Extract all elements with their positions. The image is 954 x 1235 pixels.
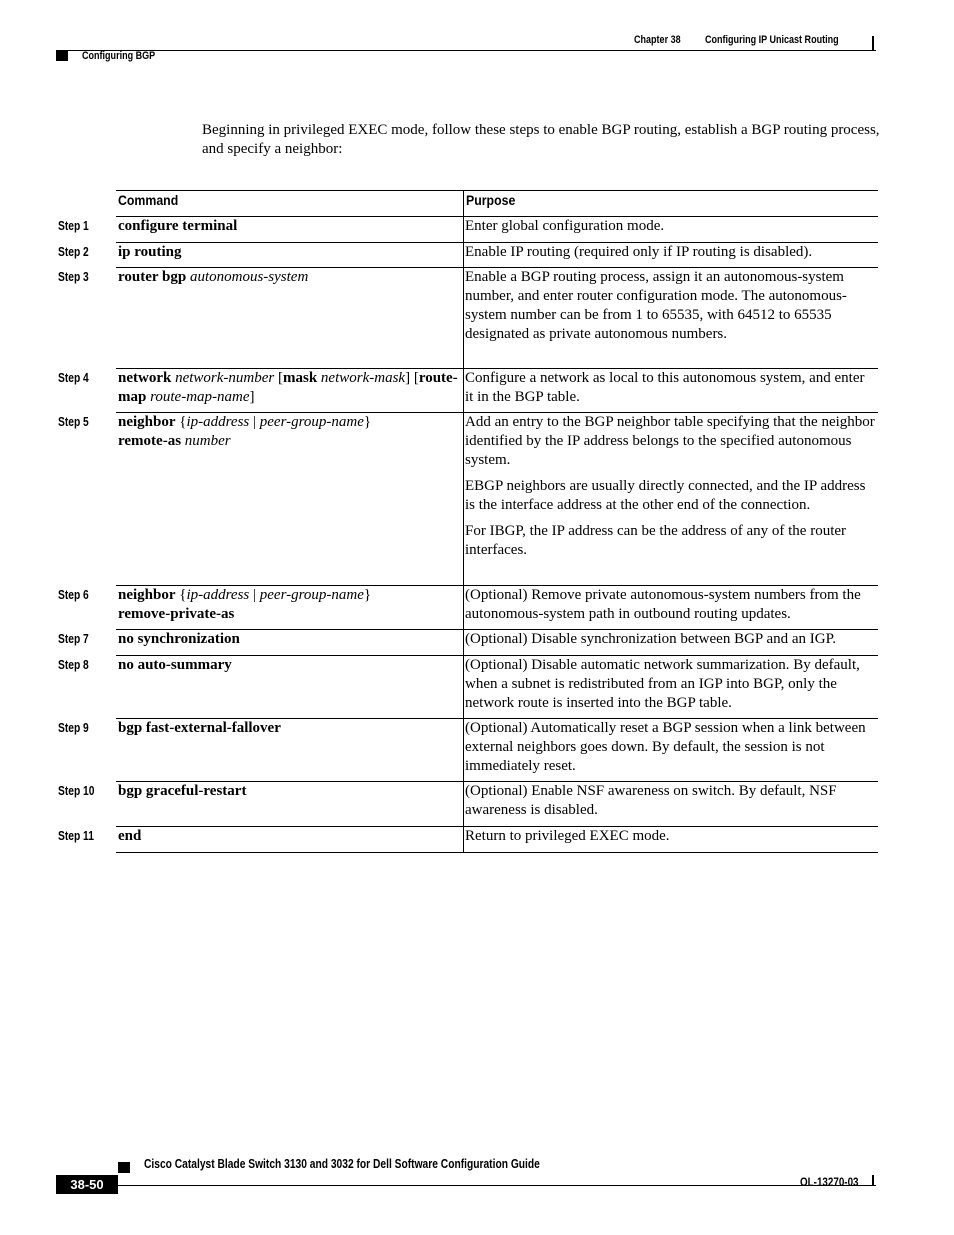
command-argument: network-mask <box>320 370 406 386</box>
command-keyword: bgp fast-external-fallover <box>118 720 281 736</box>
command-keyword: network <box>118 370 172 386</box>
purpose-cell <box>465 586 875 631</box>
purpose-text: Add an entry to the BGP neighbor table specifying that the neighbor identified by the IP address belongs to the specified autonomous system. <box>465 414 875 468</box>
command-keyword: route-map <box>118 370 458 405</box>
command-syntax: | <box>249 587 260 603</box>
step-label: Step 3 <box>58 270 89 284</box>
command-keyword: neighbor <box>118 414 176 430</box>
purpose-text: (Optional) Disable automatic network summarization. By default, when a subnet is redistributed from an IGP into BGP, only the network route is inserted into the BGP table. <box>465 657 860 711</box>
command-argument: network-number <box>175 370 275 386</box>
footer-guide-title: Cisco Catalyst Blade Switch 3130 and 3032 for Dell Software Configuration Guide <box>144 1157 540 1171</box>
command-syntax: } <box>363 414 372 430</box>
purpose-text: Return to privileged EXEC mode. <box>465 828 670 844</box>
column-header-command: Command <box>118 192 179 208</box>
footer-marker-square <box>118 1162 130 1173</box>
purpose-cell <box>465 782 875 827</box>
command-cell <box>118 782 458 801</box>
command-cell <box>118 719 458 738</box>
purpose-text: (Optional) Remove private autonomous-system numbers from the autonomous-system path in outbound routing updates. <box>465 587 861 622</box>
footer-rule-vertical-bar <box>872 1175 874 1186</box>
purpose-cell <box>465 268 875 351</box>
purpose-cell <box>465 827 875 853</box>
command-keyword: ip routing <box>118 244 182 260</box>
command-syntax: { <box>175 414 187 430</box>
step-label: Step 6 <box>58 588 89 602</box>
purpose-text: (Optional) Enable NSF awareness on switch. By default, NSF awareness is disabled. <box>465 783 837 818</box>
header-rule <box>56 50 876 51</box>
step-label: Step 4 <box>58 371 89 385</box>
command-keyword: remove-private-as <box>118 606 235 622</box>
command-cell <box>118 827 458 846</box>
purpose-cell <box>465 217 875 243</box>
command-cell <box>118 586 458 624</box>
command-argument: route-map-name <box>150 389 250 405</box>
command-keyword: no auto-summary <box>118 657 232 673</box>
purpose-cell <box>465 243 875 269</box>
command-cell <box>118 413 458 451</box>
step-label: Step 7 <box>58 632 89 646</box>
purpose-text: Configure a network as local to this autonomous system, and enter it in the BGP table. <box>465 370 865 405</box>
purpose-text: Enable IP routing (required only if IP routing is disabled). <box>465 244 813 260</box>
purpose-cell <box>465 719 875 783</box>
command-cell <box>118 268 458 287</box>
header-chapter-title: Configuring IP Unicast Routing <box>705 34 839 46</box>
column-divider <box>463 190 464 852</box>
table-rule <box>116 852 878 853</box>
step-label: Step 2 <box>58 245 89 259</box>
command-keyword: end <box>118 828 142 844</box>
command-keyword: no synchronization <box>118 631 240 647</box>
step-label: Step 5 <box>58 415 89 429</box>
footer-rule <box>118 1185 876 1186</box>
header-section-title: Configuring BGP <box>82 50 156 62</box>
step-label: Step 8 <box>58 658 89 672</box>
purpose-text: Enter global configuration mode. <box>465 218 665 234</box>
command-argument: ip-address <box>186 587 250 603</box>
purpose-text: (Optional) Automatically reset a BGP session when a link between external neighbors goes down. By default, the session is not immediately reset. <box>465 720 866 774</box>
step-label: Step 9 <box>58 721 89 735</box>
command-cell <box>118 369 458 407</box>
page-number: 38-50 <box>70 1177 104 1192</box>
table-rule <box>116 190 878 191</box>
command-cell <box>118 630 458 649</box>
command-keyword: router bgp <box>118 269 187 285</box>
command-argument: number <box>184 433 231 449</box>
header-chapter-number: Chapter 38 <box>634 34 681 46</box>
command-syntax: [ <box>274 370 283 386</box>
command-syntax: ] <box>249 389 255 405</box>
purpose-text: (Optional) Disable synchronization between BGP and an IGP. <box>465 631 837 647</box>
command-keyword: neighbor <box>118 587 176 603</box>
step-label: Step 1 <box>58 219 89 233</box>
purpose-text: For IBGP, the IP address can be the address of any of the router interfaces. <box>465 523 847 558</box>
command-syntax: } <box>363 587 372 603</box>
header-marker-square <box>56 51 68 61</box>
step-label: Step 11 <box>58 829 94 843</box>
intro-paragraph: Beginning in privileged EXEC mode, follow these steps to enable BGP routing, establish a BGP routing process, and specify a neighbor: <box>202 122 880 157</box>
purpose-cell <box>465 630 875 656</box>
step-label: Step 10 <box>58 784 95 798</box>
command-argument: peer-group-name <box>259 587 364 603</box>
command-keyword: mask <box>282 370 318 386</box>
command-keyword: configure terminal <box>118 218 238 234</box>
command-syntax: ] [ <box>405 370 419 386</box>
command-cell <box>118 656 458 675</box>
command-syntax: { <box>175 587 187 603</box>
footer-document-number: OL-13270-03 <box>800 1175 859 1189</box>
purpose-text: Enable a BGP routing process, assign it an autonomous-system number, and enter router configuration mode. The autonomous-system number can be from 1 to 65535, with 64512 to 65535 designated as private autonomous numbers. <box>465 269 847 342</box>
command-keyword: bgp graceful-restart <box>118 783 247 799</box>
command-cell <box>118 217 458 236</box>
command-syntax: | <box>249 414 260 430</box>
command-keyword: remote-as <box>118 433 182 449</box>
purpose-cell <box>465 656 875 720</box>
command-argument: ip-address <box>186 414 250 430</box>
purpose-text: EBGP neighbors are usually directly connected, and the IP address is the interface address at the other end of the connection. <box>465 478 866 513</box>
column-header-purpose: Purpose <box>466 192 516 208</box>
command-cell <box>118 243 458 262</box>
purpose-cell <box>465 413 875 567</box>
command-argument: peer-group-name <box>259 414 364 430</box>
purpose-cell <box>465 369 875 414</box>
command-argument: autonomous-system <box>189 269 309 285</box>
header-rule-vertical-bar <box>872 36 874 51</box>
page-number-box <box>56 1175 118 1194</box>
